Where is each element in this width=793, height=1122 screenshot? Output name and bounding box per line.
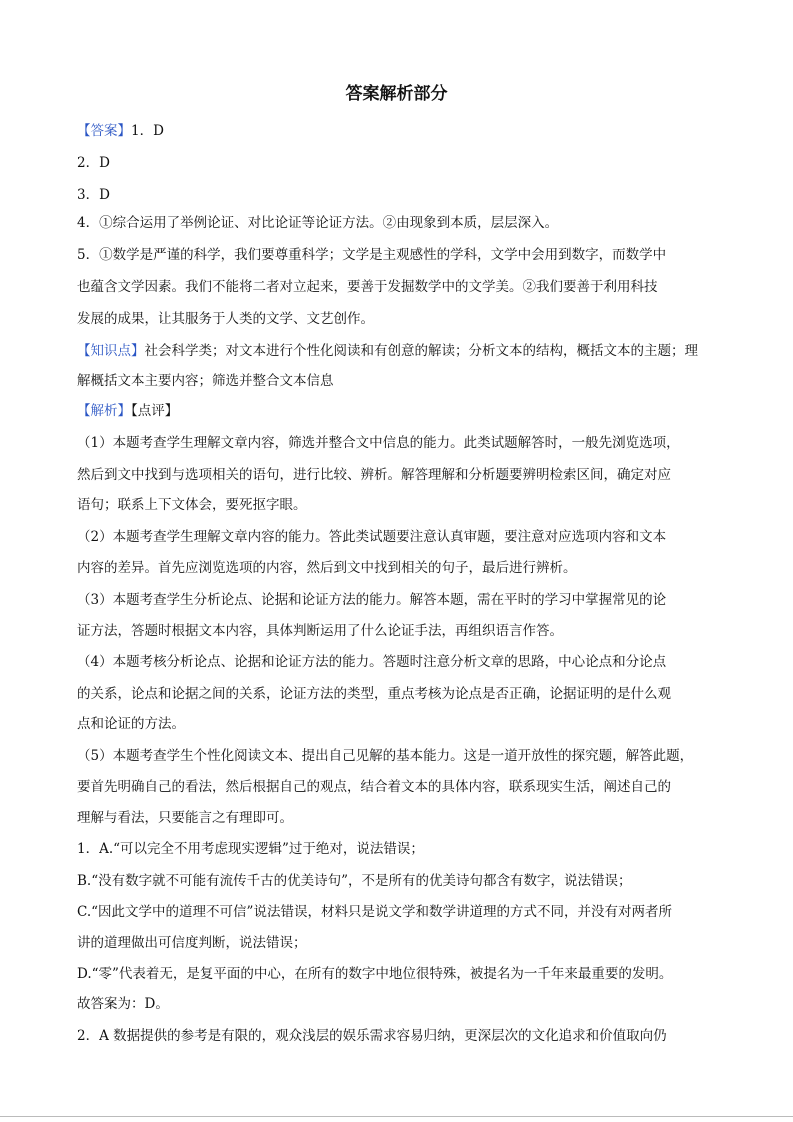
knowledge-line-1	[77, 341, 698, 361]
detail-q1-d: D.“零”代表着无，是复平面的中心，在所有的数字中地位很特殊，被提名为一千年来最重要的发明。	[77, 966, 673, 982]
answer-tag: 【答案】	[77, 123, 131, 139]
detail-q1-c-line-2: 讲的道理做出可信度判断，说法错误；	[77, 935, 307, 951]
knowledge-line-2: 解概括文本主要内容；筛选并整合文本信息	[77, 373, 334, 389]
answer-3: 3．D	[77, 187, 110, 203]
analysis-p3-line-2: 证方法，答题时根据文本内容，具体判断运用了什么论证手法，再组织语言作答。	[77, 623, 563, 639]
analysis-p2-line-2: 内容的差异。首先应浏览选项的内容，然后到文中找到相关的句子，最后进行辨析。	[77, 560, 577, 576]
analysis-p4-line-2: 的关系，论点和论据之间的关系，论证方法的类型，重点考核为论点是否正确，论据证明的是什么观	[77, 686, 671, 702]
detail-q1-c-line-1: C.“因此文学中的道理不可信”说法错误，材料只是说文学和数学讲道理的方式不同，并没有对两者所	[77, 904, 672, 920]
answer-5-line-3: 发展的成果，让其服务于人类的文学、文艺创作。	[77, 311, 374, 327]
analysis-tag: 【解析】	[77, 403, 131, 419]
answer-5-line-1: 5．①数学是严谨的科学，我们要尊重科学；文学是主观感性的学科，文学中会用到数字，而数学中	[77, 247, 667, 263]
detail-q1-b: B.“没有数字就不可能有流传千古的优美诗句”，不是所有的优美诗句都含有数字，说法错误；	[77, 873, 632, 889]
answer-1: 1．D	[131, 123, 164, 139]
detail-q1-answer: 故答案为：D。	[77, 996, 169, 1012]
answer-2: 2．D	[77, 155, 110, 171]
analysis-heading	[77, 401, 178, 421]
footer-divider	[0, 1116, 793, 1117]
review-tag: 【点评】	[131, 403, 179, 419]
knowledge-tag: 【知识点】	[77, 343, 145, 359]
analysis-p5-line-1: （5）本题考查学生个性化阅读文本、提出自己见解的基本能力。这是一道开放性的探究题，解答此题，	[77, 748, 694, 764]
page-title: 答案解析部分	[345, 84, 448, 104]
analysis-p2-line-1: （2）本题考查学生理解文章内容的能力。答此类试题要注意认真审题，要注意对应选项内容和文本	[77, 529, 667, 545]
analysis-p4-line-1: （4）本题考核分析论点、论据和论证方法的能力。答题时注意分析文章的思路，中心论点和分论点	[77, 654, 667, 670]
analysis-p5-line-3: 理解与看法，只要能言之有理即可。	[77, 810, 293, 826]
answer-5-line-2: 也蕴含文学因素。我们不能将二者对立起来，要善于发掘数学中的文学美。②我们要善于利用科技	[77, 279, 658, 295]
analysis-p3-line-1: （3）本题考查学生分析论点、论据和论证方法的能力。解答本题，需在平时的学习中掌握常见的论	[77, 592, 667, 608]
detail-q1-a: 1．A.“可以完全不用考虑现实逻辑”过于绝对，说法错误；	[77, 841, 424, 857]
analysis-p4-line-3: 点和论证的方法。	[77, 716, 185, 732]
answer-4: 4．①综合运用了举例论证、对比论证等论证方法。②由现象到本质，层层深入。	[77, 215, 559, 231]
analysis-p1-line-1: （1）本题考查学生理解文章内容，筛选并整合文中信息的能力。此类试题解答时，一般先浏览选项，	[77, 435, 680, 451]
analysis-p1-line-2: 然后到文中找到与选项相关的语句，进行比较、辨析。解答理解和分析题要辨明检索区间，确定对应	[77, 467, 671, 483]
detail-q2-a: 2．A 数据提供的参考是有限的，观众浅层的娱乐需求容易归纳，更深层次的文化追求和价值取向仍	[77, 1028, 667, 1044]
knowledge-text-1: 社会科学类；对文本进行个性化阅读和有创意的解读；分析文本的结构，概括文本的主题；理	[144, 343, 698, 359]
analysis-p1-line-3: 语句；联系上下文体会，要死抠字眼。	[77, 497, 307, 513]
answer-line-1	[77, 121, 164, 141]
analysis-p5-line-2: 要首先明确自己的看法，然后根据自己的观点，结合着文本的具体内容，联系现实生活，阐述自己的	[77, 779, 671, 795]
